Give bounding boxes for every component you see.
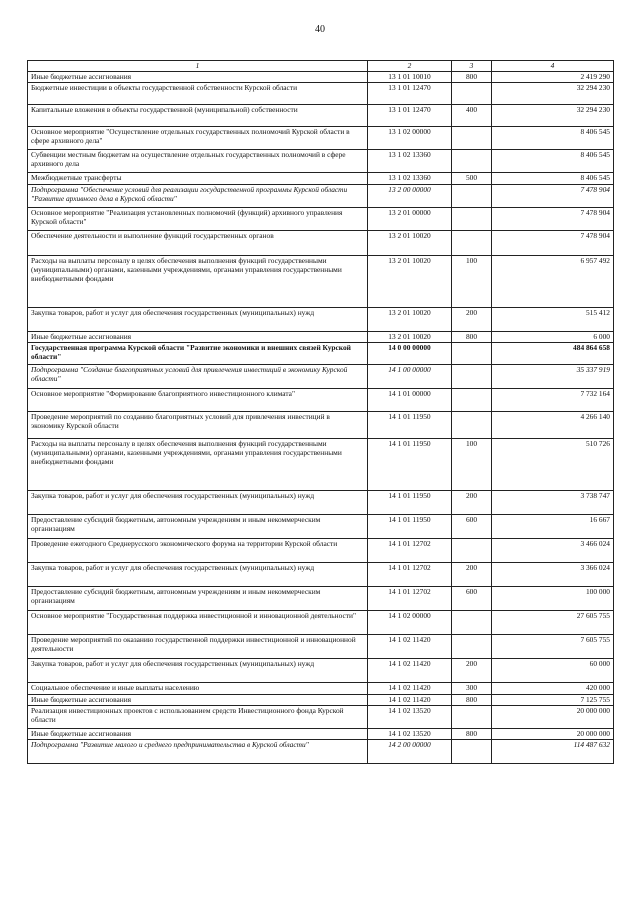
cell-amount: 60 000 bbox=[492, 659, 614, 683]
cell-amount: 32 294 230 bbox=[492, 83, 614, 105]
cell-name: Закупка товаров, работ и услуг для обеспечения государственных (муниципальных) нужд bbox=[28, 659, 368, 683]
cell-code: 13 1 02 00000 bbox=[368, 127, 452, 150]
cell-expense-type: 200 bbox=[452, 563, 492, 587]
cell-code: 14 1 01 12702 bbox=[368, 539, 452, 563]
cell-expense-type: 500 bbox=[452, 173, 492, 185]
cell-amount: 7 478 904 bbox=[492, 185, 614, 208]
cell-name: Подпрограмма "Создание благоприятных условий для привлечения инвестиций в экономику Курской области" bbox=[28, 365, 368, 389]
cell-name: Иные бюджетные ассигнования bbox=[28, 332, 368, 343]
cell-name: Обеспечение деятельности и выполнение функций государственных органов bbox=[28, 231, 368, 256]
cell-name: Проведение мероприятий по оказанию государственной поддержки инвестиционной и инновационной деятельности bbox=[28, 635, 368, 659]
cell-code: 14 1 01 12702 bbox=[368, 587, 452, 611]
table-row bbox=[28, 365, 614, 389]
table-row bbox=[28, 332, 614, 343]
cell-name: Подпрограмма "Развитие малого и среднего предпринимательства в Курской области" bbox=[28, 740, 368, 764]
cell-expense-type bbox=[452, 706, 492, 729]
cell-expense-type: 200 bbox=[452, 491, 492, 515]
table-row bbox=[28, 389, 614, 412]
table-row bbox=[28, 185, 614, 208]
table-row bbox=[28, 173, 614, 185]
cell-expense-type: 200 bbox=[452, 659, 492, 683]
table-row bbox=[28, 611, 614, 635]
cell-code: 13 1 01 10010 bbox=[368, 72, 452, 83]
cell-code: 13 2 00 00000 bbox=[368, 185, 452, 208]
table-row bbox=[28, 308, 614, 332]
table-header-row bbox=[28, 61, 614, 72]
cell-name: Межбюджетные трансферты bbox=[28, 173, 368, 185]
cell-code: 14 1 01 00000 bbox=[368, 389, 452, 412]
cell-expense-type bbox=[452, 389, 492, 412]
cell-amount: 8 406 545 bbox=[492, 150, 614, 173]
cell-amount: 20 000 000 bbox=[492, 706, 614, 729]
table-row bbox=[28, 706, 614, 729]
cell-name: Закупка товаров, работ и услуг для обеспечения государственных (муниципальных) нужд bbox=[28, 491, 368, 515]
table-row bbox=[28, 695, 614, 706]
cell-expense-type: 400 bbox=[452, 105, 492, 127]
table-row bbox=[28, 515, 614, 539]
cell-expense-type bbox=[452, 539, 492, 563]
cell-expense-type bbox=[452, 185, 492, 208]
cell-expense-type: 800 bbox=[452, 729, 492, 740]
cell-code: 14 1 01 12702 bbox=[368, 563, 452, 587]
cell-name: Расходы на выплаты персоналу в целях обеспечения выполнения функций государственными (муниципальными) органами, казенными учреждениями, органами управления государственными внебюджетными фондами bbox=[28, 256, 368, 308]
cell-amount: 6 957 492 bbox=[492, 256, 614, 308]
cell-code: 13 2 01 10020 bbox=[368, 332, 452, 343]
cell-expense-type bbox=[452, 635, 492, 659]
cell-code: 14 1 02 00000 bbox=[368, 611, 452, 635]
cell-code: 14 1 01 11950 bbox=[368, 412, 452, 439]
cell-name: Проведение ежегодного Среднерусского экономического форума на территории Курской области bbox=[28, 539, 368, 563]
cell-expense-type: 800 bbox=[452, 72, 492, 83]
cell-name: Социальное обеспечение и иные выплаты населению bbox=[28, 683, 368, 695]
cell-expense-type: 600 bbox=[452, 587, 492, 611]
cell-amount: 2 419 290 bbox=[492, 72, 614, 83]
cell-name: Расходы на выплаты персоналу в целях обеспечения выполнения функций государственными (муниципальными) органами, казенными учреждениями, органами управления государственными внебюджетными фондами bbox=[28, 439, 368, 491]
cell-expense-type bbox=[452, 150, 492, 173]
cell-name: Реализация инвестиционных проектов с использованием средств Инвестиционного фонда Курской области bbox=[28, 706, 368, 729]
cell-amount: 32 294 230 bbox=[492, 105, 614, 127]
cell-code: 14 0 00 00000 bbox=[368, 343, 452, 365]
cell-expense-type: 600 bbox=[452, 515, 492, 539]
header-col-1: 1 bbox=[28, 61, 368, 72]
table-row bbox=[28, 439, 614, 491]
table-row bbox=[28, 539, 614, 563]
table-row bbox=[28, 491, 614, 515]
table-row bbox=[28, 150, 614, 173]
cell-amount: 6 000 bbox=[492, 332, 614, 343]
cell-amount: 7 605 755 bbox=[492, 635, 614, 659]
table-row bbox=[28, 83, 614, 105]
cell-code: 13 1 01 12470 bbox=[368, 105, 452, 127]
header-col-4: 4 bbox=[492, 61, 614, 72]
cell-expense-type bbox=[452, 611, 492, 635]
cell-name: Закупка товаров, работ и услуг для обеспечения государственных (муниципальных) нужд bbox=[28, 308, 368, 332]
header-col-2: 2 bbox=[368, 61, 452, 72]
cell-name: Предоставление субсидий бюджетным, автономным учреждениям и иным некоммерческим организациям bbox=[28, 587, 368, 611]
cell-name: Предоставление субсидий бюджетным, автономным учреждениям и иным некоммерческим организациям bbox=[28, 515, 368, 539]
cell-expense-type bbox=[452, 740, 492, 764]
table-row bbox=[28, 659, 614, 683]
cell-code: 14 1 01 11950 bbox=[368, 439, 452, 491]
cell-code: 13 2 01 10020 bbox=[368, 256, 452, 308]
cell-amount: 510 726 bbox=[492, 439, 614, 491]
page-number: 40 bbox=[315, 24, 325, 35]
cell-code: 14 2 00 00000 bbox=[368, 740, 452, 764]
table-row bbox=[28, 256, 614, 308]
cell-amount: 100 000 bbox=[492, 587, 614, 611]
table-row bbox=[28, 635, 614, 659]
cell-expense-type bbox=[452, 127, 492, 150]
cell-expense-type: 200 bbox=[452, 308, 492, 332]
header-col-3: 3 bbox=[452, 61, 492, 72]
cell-amount: 4 266 140 bbox=[492, 412, 614, 439]
table-row bbox=[28, 72, 614, 83]
cell-code: 14 1 00 00000 bbox=[368, 365, 452, 389]
cell-code: 14 1 02 11420 bbox=[368, 695, 452, 706]
cell-name: Основное мероприятие "Реализация установленных полномочий (функций) архивного управления Курской области" bbox=[28, 208, 368, 231]
cell-expense-type: 800 bbox=[452, 332, 492, 343]
cell-amount: 114 487 632 bbox=[492, 740, 614, 764]
table-body bbox=[28, 72, 614, 764]
table-row bbox=[28, 587, 614, 611]
table-row bbox=[28, 343, 614, 365]
table-row bbox=[28, 683, 614, 695]
table-row bbox=[28, 105, 614, 127]
cell-expense-type bbox=[452, 412, 492, 439]
table-row bbox=[28, 412, 614, 439]
cell-code: 14 1 02 13520 bbox=[368, 706, 452, 729]
table-row bbox=[28, 208, 614, 231]
table-row bbox=[28, 231, 614, 256]
cell-code: 13 2 01 00000 bbox=[368, 208, 452, 231]
cell-name: Закупка товаров, работ и услуг для обеспечения государственных (муниципальных) нужд bbox=[28, 563, 368, 587]
cell-code: 14 1 02 13520 bbox=[368, 729, 452, 740]
budget-table bbox=[27, 60, 614, 764]
cell-code: 14 1 01 11950 bbox=[368, 515, 452, 539]
cell-expense-type bbox=[452, 365, 492, 389]
cell-expense-type: 800 bbox=[452, 695, 492, 706]
cell-name: Подпрограмма "Обеспечение условий для реализации государственной программы Курской области "Развитие архивного дела в Курской области" bbox=[28, 185, 368, 208]
cell-expense-type bbox=[452, 231, 492, 256]
cell-name: Капитальные вложения в объекты государственной (муниципальной) собственности bbox=[28, 105, 368, 127]
cell-amount: 8 406 545 bbox=[492, 173, 614, 185]
cell-amount: 27 605 755 bbox=[492, 611, 614, 635]
cell-expense-type bbox=[452, 343, 492, 365]
cell-name: Иные бюджетные ассигнования bbox=[28, 695, 368, 706]
cell-amount: 515 412 bbox=[492, 308, 614, 332]
cell-code: 14 1 01 11950 bbox=[368, 491, 452, 515]
cell-name: Бюджетные инвестиции в объекты государственной собственности Курской области bbox=[28, 83, 368, 105]
cell-expense-type: 100 bbox=[452, 256, 492, 308]
cell-name: Иные бюджетные ассигнования bbox=[28, 729, 368, 740]
cell-expense-type bbox=[452, 208, 492, 231]
cell-amount: 7 478 904 bbox=[492, 208, 614, 231]
cell-amount: 484 864 658 bbox=[492, 343, 614, 365]
cell-amount: 35 337 919 bbox=[492, 365, 614, 389]
cell-amount: 3 366 024 bbox=[492, 563, 614, 587]
cell-amount: 7 125 755 bbox=[492, 695, 614, 706]
table-row bbox=[28, 127, 614, 150]
cell-expense-type bbox=[452, 83, 492, 105]
cell-name: Проведение мероприятий по созданию благоприятных условий для привлечения инвестиций в экономику Курской области bbox=[28, 412, 368, 439]
cell-code: 14 1 02 11420 bbox=[368, 659, 452, 683]
cell-amount: 8 406 545 bbox=[492, 127, 614, 150]
cell-name: Субвенции местным бюджетам на осуществление отдельных государственных полномочий в сфере архивного дела bbox=[28, 150, 368, 173]
table-row bbox=[28, 740, 614, 764]
cell-code: 13 1 02 13360 bbox=[368, 150, 452, 173]
cell-name: Иные бюджетные ассигнования bbox=[28, 72, 368, 83]
cell-expense-type: 300 bbox=[452, 683, 492, 695]
cell-amount: 7 478 904 bbox=[492, 231, 614, 256]
cell-name: Государственная программа Курской области "Развитие экономики и внешних связей Курской области" bbox=[28, 343, 368, 365]
cell-amount: 20 000 000 bbox=[492, 729, 614, 740]
cell-amount: 3 466 024 bbox=[492, 539, 614, 563]
cell-amount: 3 738 747 bbox=[492, 491, 614, 515]
cell-expense-type: 100 bbox=[452, 439, 492, 491]
cell-name: Основное мероприятие "Формирование благоприятного инвестиционного климата" bbox=[28, 389, 368, 412]
cell-code: 13 2 01 10020 bbox=[368, 231, 452, 256]
cell-name: Основное мероприятие "Осуществление отдельных государственных полномочий Курской области в сфере архивного дела" bbox=[28, 127, 368, 150]
table-row bbox=[28, 563, 614, 587]
cell-amount: 7 732 164 bbox=[492, 389, 614, 412]
cell-name: Основное мероприятие "Государственная поддержка инвестиционной и инновационной деятельности" bbox=[28, 611, 368, 635]
cell-code: 14 1 02 11420 bbox=[368, 683, 452, 695]
cell-code: 13 1 01 12470 bbox=[368, 83, 452, 105]
cell-amount: 16 667 bbox=[492, 515, 614, 539]
cell-code: 14 1 02 11420 bbox=[368, 635, 452, 659]
cell-code: 13 2 01 10020 bbox=[368, 308, 452, 332]
cell-amount: 420 000 bbox=[492, 683, 614, 695]
cell-code: 13 1 02 13360 bbox=[368, 173, 452, 185]
table-row bbox=[28, 729, 614, 740]
